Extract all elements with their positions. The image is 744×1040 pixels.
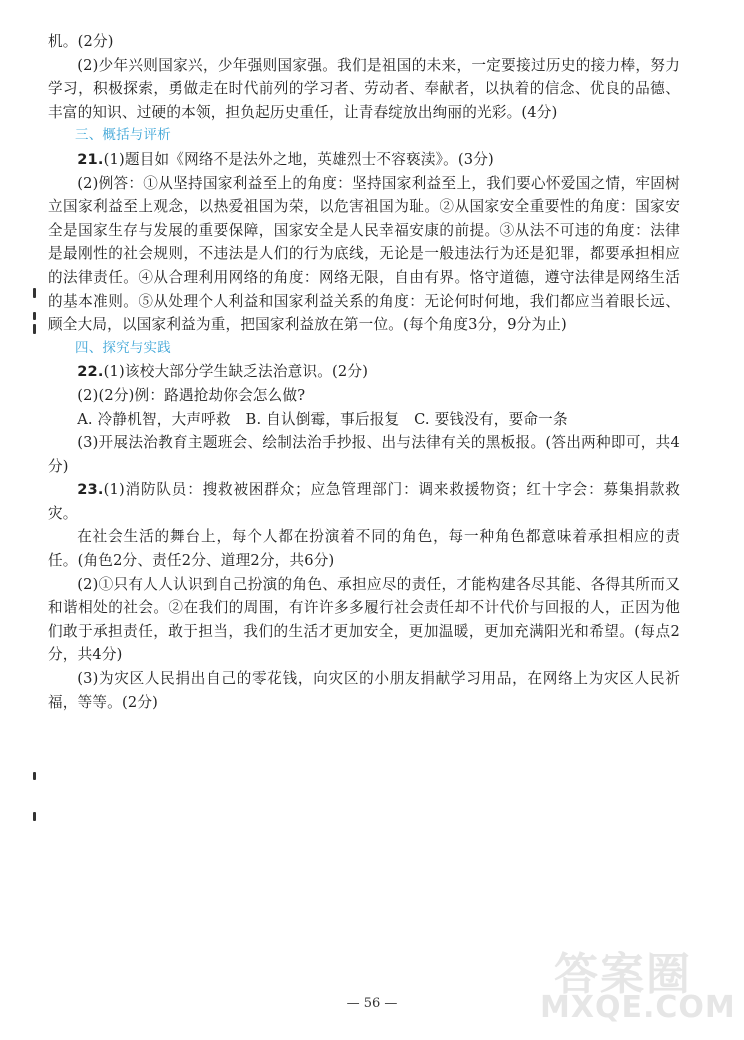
question-number: 22. xyxy=(77,363,104,381)
paragraph-text: (3)开展法治教育主题班会、绘制法治手抄报、出与法律有关的黑板报。(答出两种即可，共4分) xyxy=(48,434,680,475)
paragraph-text: (2)①只有人人认识到自己扮演的角色、承担应尽的责任，才能构建各尽其能、各得其所而又和谐相处的社会。②在我们的周围，有许许多多履行社会责任却不计代价与回报的人，正因为他们敢于承担责任，敢于担当，我们的生活才更加安全，更加温暖，更加充满阳光和希望。(每点2分，共4分) xyxy=(48,575,680,664)
paragraph-text: (2)例答：①从坚持国家利益至上的角度：坚持国家利益至上，我们要心怀爱国之情，牢固树立国家利益至上观念，以热爱祖国为荣，以危害祖国为耻。②从国家安全重要性的角度：国家安全是国家生存与发展的重要保障，国家安全是人民幸福安康的前提。③从法不可违的角度：法律是最刚性的社会规则，不违法是人们的行为底线，无论是一般违法行为还是犯罪，都要承担相应的法律责任。④从合理利用网络的角度：网络无限，自由有界。恪守道德，遵守法律是网络生活的基本准则。⑤从处理个人利益和国家利益关系的角度：无论何时何地，我们都应当着眼长远、顾全大局，以国家利益为重，把国家利益放在第一位。(每个角度3分，9分为止) xyxy=(48,174,680,334)
answer-paragraph xyxy=(48,172,680,337)
watermark-logo-text: 答案圈 xyxy=(554,949,692,1000)
paragraph-text: (1)题目如《网络不是法外之地，英雄烈士不容亵渎》。(3分) xyxy=(103,150,494,168)
answer-paragraph xyxy=(48,478,680,525)
paragraph-text: A. 冷静机智，大声呼救 B. 自认倒霉，事后报复 C. 要钱没有，要命一条 xyxy=(77,410,568,428)
answer-paragraph xyxy=(48,384,680,408)
watermark-url-text: MXQE.COM xyxy=(540,990,736,1025)
section-heading: 三、概括与评析 xyxy=(75,127,171,144)
paragraph-text: (2)少年兴则国家兴，少年强则国家强。我们是祖国的未来，一定要接过历史的接力棒，努力学习，积极探索，勇做走在时代前列的学习者、劳动者、奉献者，以执着的信念、优良的品德、丰富的知识、过硬的本领，担负起历史重任，让青春绽放出绚丽的光彩。(4分) xyxy=(48,56,680,121)
paragraph-text: 在社会生活的舞台上，每个人都在扮演着不同的角色，每一种角色都意味着承担相应的责任。(角色2分、责任2分、道理2分，共6分) xyxy=(48,528,680,570)
answer-paragraph xyxy=(48,360,680,384)
paragraph-text: (1)消防队员：搜救被困群众；应急管理部门：调来救援物资；红十字会：募集捐款救灾。 xyxy=(48,481,680,522)
paragraph-text: (2)(2分)例：路遇抢劫你会怎么做? xyxy=(77,386,306,404)
answer-paragraph xyxy=(48,148,680,172)
answer-paragraph xyxy=(48,54,680,125)
answer-paragraph xyxy=(48,573,680,667)
binding-mark xyxy=(33,812,36,821)
paragraph-text: (1)该校大部分学生缺乏法治意识。(2分) xyxy=(103,363,369,381)
question-number: 23. xyxy=(77,481,104,499)
section-heading: 四、探究与实践 xyxy=(75,339,171,356)
binding-mark xyxy=(33,288,36,298)
question-number: 21. xyxy=(77,150,104,168)
binding-mark xyxy=(33,312,36,320)
answer-paragraph xyxy=(48,525,680,572)
answer-content xyxy=(48,30,680,714)
page-number: — 56 — xyxy=(346,996,398,1011)
paragraph-text: (3)为灾区人民捐出自己的零花钱，向灾区的小朋友捐献学习用品，在网络上为灾区人民祈福，等等。(2分) xyxy=(48,670,680,711)
binding-mark xyxy=(33,772,36,780)
answer-paragraph xyxy=(48,431,680,478)
answer-paragraph xyxy=(48,408,680,432)
answer-paragraph xyxy=(48,30,680,54)
watermark-logo xyxy=(536,938,736,1030)
answer-paragraph xyxy=(48,667,680,714)
paragraph-text: 机。(2分) xyxy=(48,33,114,50)
binding-mark xyxy=(33,324,36,334)
